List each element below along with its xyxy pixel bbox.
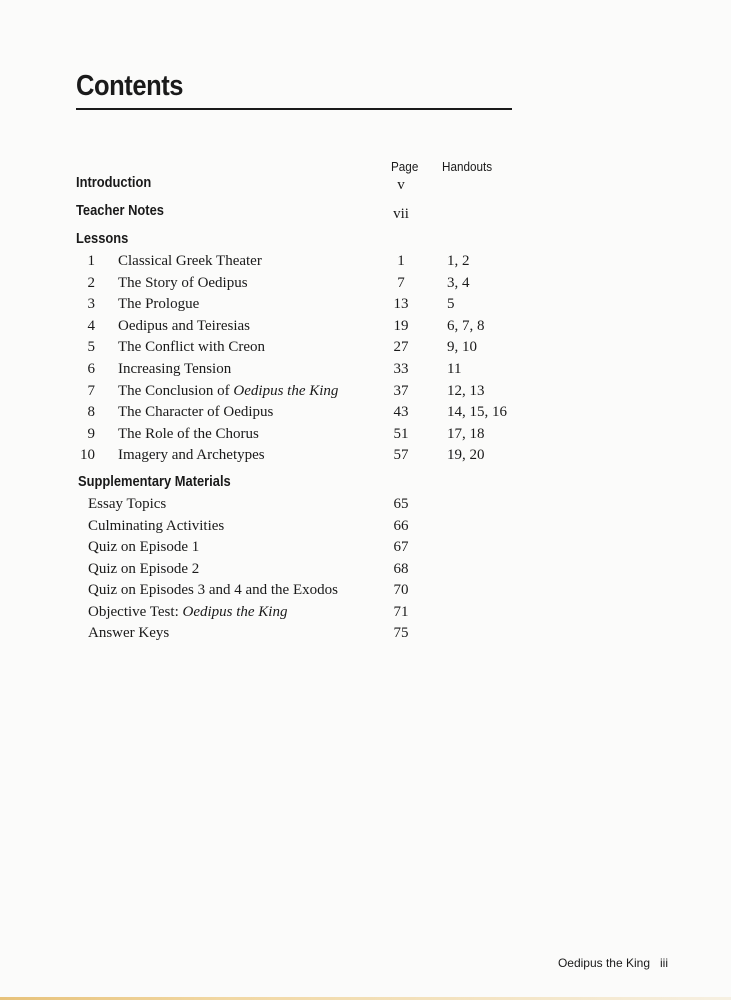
lesson-page: 1: [397, 253, 405, 269]
supplementary-row: [0, 561, 731, 582]
lesson-page: 13: [393, 296, 409, 313]
lesson-number: 10: [80, 447, 95, 464]
entry-title: Culminating Activities: [88, 517, 225, 534]
entry-title: Quiz on Episode 1: [88, 539, 200, 555]
supplementary-row: [0, 496, 731, 517]
lesson-handouts: 11: [447, 361, 462, 377]
supplementary-row: [0, 625, 731, 646]
supplementary-page: 75: [393, 625, 409, 641]
supplementary-page: 65: [393, 496, 409, 512]
supplementary-page: 66: [393, 517, 409, 534]
lesson-row: [0, 426, 731, 447]
entry-title: Oedipus and Teiresias: [118, 317, 250, 334]
lesson-handouts: 9, 10: [447, 339, 477, 356]
lesson-row: [0, 361, 731, 382]
lesson-row: [0, 447, 731, 468]
lesson-row: [0, 404, 731, 425]
introduction-page: v: [397, 177, 405, 193]
entry-title: [118, 383, 338, 400]
lesson-number: 2: [87, 274, 95, 291]
supplementary-page: 67: [393, 539, 409, 555]
section-lessons: Lessons: [76, 230, 129, 247]
lesson-page: 27: [393, 339, 409, 356]
entry-title-prefix: The Conclusion of: [118, 382, 234, 399]
lesson-handouts: 17, 18: [447, 425, 485, 442]
supplementary-row: [0, 582, 731, 603]
supplementary-page: 68: [393, 560, 409, 577]
entry-title-italic: Oedipus the King: [233, 382, 339, 399]
lesson-handouts: 3, 4: [447, 274, 470, 291]
entry-title: The Conflict with Creon: [118, 339, 266, 356]
entry-title-italic: Oedipus the King: [182, 603, 288, 620]
lesson-row: [0, 275, 731, 296]
footer-page-number: iii: [660, 956, 668, 970]
lesson-row: [0, 253, 731, 274]
supplementary-row: [0, 539, 731, 560]
entry-title: The Story of Oedipus: [118, 274, 248, 291]
entry-title: The Character of Oedipus: [118, 404, 274, 421]
footer-book-title: Oedipus the King: [557, 956, 650, 970]
page-footer: [558, 956, 668, 970]
lesson-page: 43: [393, 404, 409, 421]
lesson-row: [0, 339, 731, 360]
lesson-number: 4: [87, 317, 95, 334]
lesson-handouts: 6, 7, 8: [447, 317, 485, 334]
teacher-notes-page: vii: [393, 206, 409, 222]
entry-title: Classical Greek Theater: [118, 253, 262, 269]
lesson-number: 9: [87, 425, 95, 442]
lesson-row: [0, 318, 731, 339]
lesson-page: 19: [393, 317, 409, 334]
page-column-header: Page: [391, 159, 419, 174]
entry-title: Imagery and Archetypes: [118, 447, 265, 464]
entry-title: [88, 604, 287, 621]
lesson-page: 33: [393, 361, 409, 377]
section-introduction: Introduction: [76, 174, 152, 191]
supplementary-page: 70: [393, 582, 409, 598]
handouts-column-header: Handouts: [442, 159, 493, 174]
lesson-page: 57: [393, 447, 409, 464]
section-supplementary: Supplementary Materials: [78, 473, 231, 490]
entry-title: The Role of the Chorus: [118, 425, 259, 442]
entry-title: Increasing Tension: [118, 361, 232, 377]
lesson-handouts: 5: [447, 296, 455, 313]
page-title: Contents: [76, 70, 184, 102]
supplementary-row: [0, 604, 731, 625]
entry-title: Essay Topics: [88, 496, 167, 512]
title-rule: [76, 108, 512, 110]
entry-title: Answer Keys: [88, 625, 170, 641]
lesson-row: [0, 296, 731, 317]
lesson-number: 3: [87, 296, 95, 313]
supplementary-page: 71: [393, 603, 409, 620]
lesson-handouts: 1, 2: [447, 253, 470, 269]
entry-title-prefix: Objective Test:: [88, 603, 183, 620]
lesson-page: 7: [397, 274, 405, 291]
lesson-number: 6: [87, 361, 95, 377]
entry-title: Quiz on Episode 2: [88, 560, 200, 577]
lesson-row: [0, 383, 731, 404]
lesson-page: 51: [393, 425, 409, 442]
lesson-number: 5: [87, 339, 95, 356]
section-teacher-notes: Teacher Notes: [76, 202, 164, 219]
lesson-number: 8: [87, 404, 95, 421]
lesson-handouts: 14, 15, 16: [447, 404, 507, 421]
entry-title: The Prologue: [118, 296, 200, 313]
lesson-page: 37: [393, 382, 409, 399]
entry-title: Quiz on Episodes 3 and 4 and the Exodos: [88, 582, 338, 598]
lesson-handouts: 19, 20: [447, 447, 485, 464]
lesson-number: 1: [87, 253, 95, 269]
lesson-number: 7: [87, 382, 95, 399]
lesson-handouts: 12, 13: [447, 382, 485, 399]
supplementary-row: [0, 518, 731, 539]
